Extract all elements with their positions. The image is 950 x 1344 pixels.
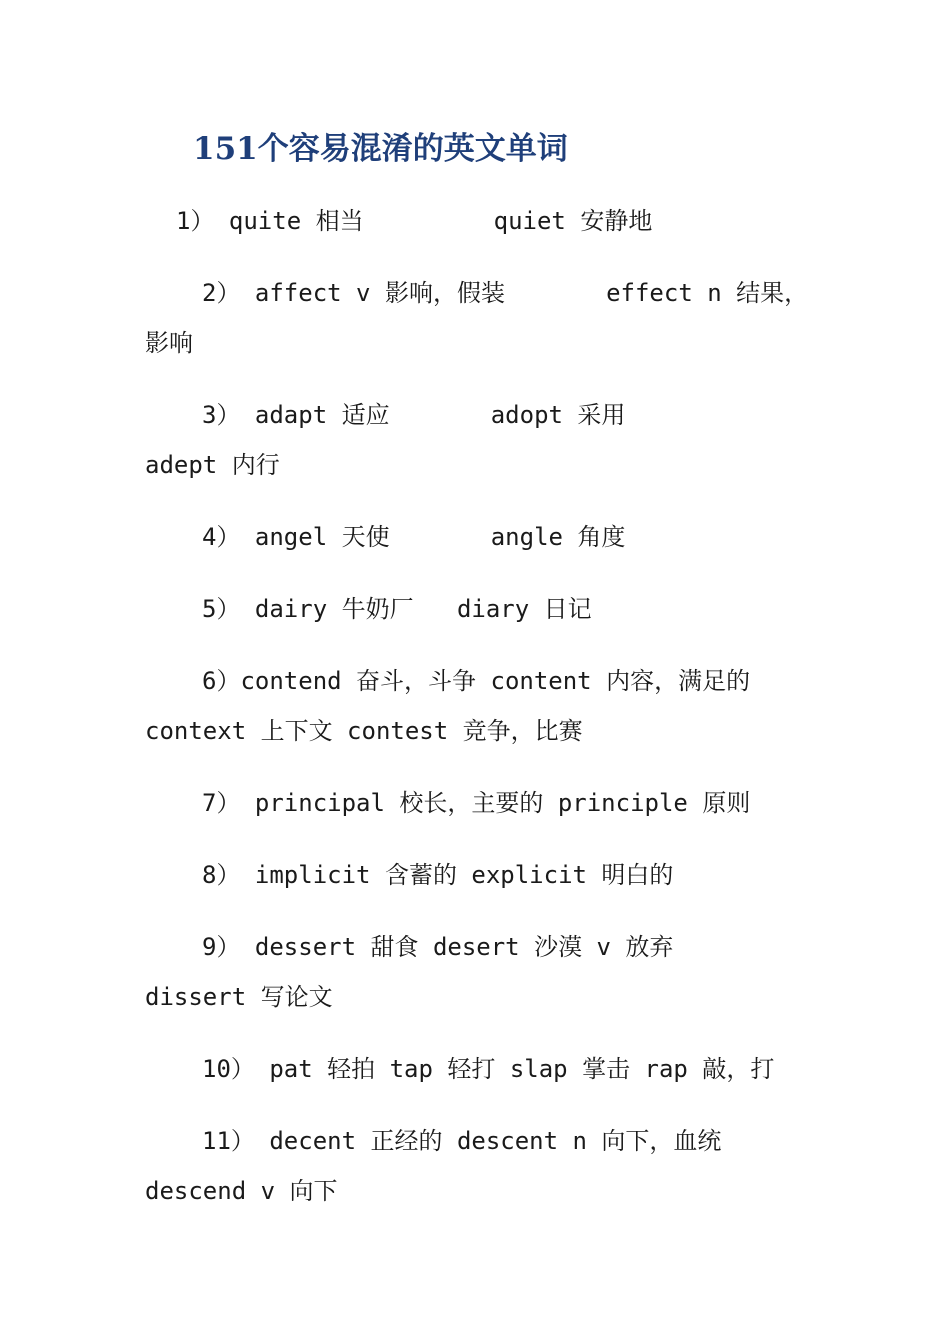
- entry-line: 1） quite 相当 quiet 安静地: [176, 207, 653, 235]
- entry-line: 2） affect v 影响，假装 effect n 结果，: [202, 279, 809, 307]
- document-title: 151个容易混淆的英文单词: [193, 131, 568, 167]
- entry-continuation-line: descend v 向下: [145, 1177, 338, 1205]
- entry-continuation-line: context 上下文 contest 竞争，比赛: [145, 717, 583, 745]
- entry-continuation-line: dissert 写论文: [145, 983, 333, 1011]
- entry-line: 8） implicit 含蓄的 explicit 明白的: [202, 861, 674, 889]
- entry-line: 10） pat 轻拍 tap 轻打 slap 掌击 rap 敲，打: [202, 1055, 775, 1083]
- entry-continuation-line: adept 内行: [145, 451, 280, 479]
- entry-line: 11） decent 正经的 descent n 向下，血统: [202, 1127, 722, 1155]
- entry-line: 5） dairy 牛奶厂 diary 日记: [202, 595, 592, 623]
- entry-line: 6）contend 奋斗，斗争 content 内容，满足的: [202, 667, 751, 695]
- entry-line: 9） dessert 甜食 desert 沙漠 v 放弃: [202, 933, 674, 961]
- entry-continuation-line: 影响: [145, 329, 193, 357]
- entry-line: 4） angel 天使 angle 角度: [202, 523, 626, 551]
- entry-line: 3） adapt 适应 adopt 采用: [202, 401, 626, 429]
- entry-line: 7） principal 校长，主要的 principle 原则: [202, 789, 751, 817]
